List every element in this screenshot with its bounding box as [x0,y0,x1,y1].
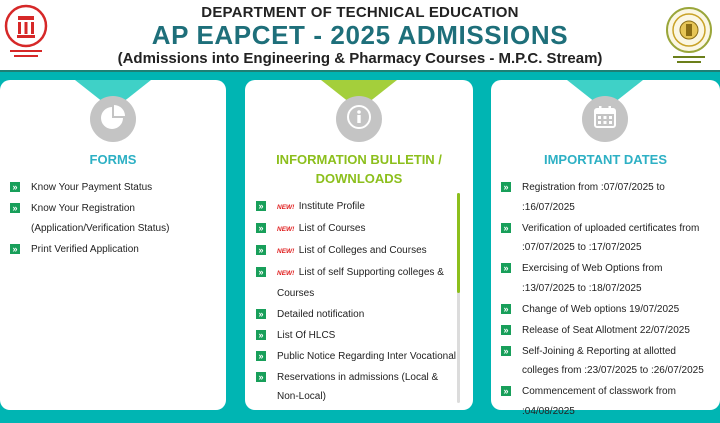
bulletin-list [256,197,459,408]
pie-chart-icon [100,104,126,135]
dates-title: IMPORTANT DATES [543,152,667,167]
bulletin-item-hlcs[interactable] [256,326,459,346]
chevron-right-icon: » [10,244,20,254]
chevron-right-icon: » [256,372,266,382]
bulletin-item-label[interactable]: Public Notice Regarding Inter Vocational [277,350,456,362]
bulletin-item-label[interactable]: List of Colleges and Courses [298,245,427,256]
forms-item-registration-status[interactable] [10,199,212,238]
ap-state-emblem [664,2,714,66]
new-badge: NEW! [277,226,295,233]
chevron-right-icon: » [256,245,266,255]
forms-item-label[interactable]: Know Your Registration (Application/Verification Status) [31,203,170,234]
forms-list [10,178,212,261]
chevron-right-icon: » [501,263,511,273]
bulletin-scrollbar[interactable] [457,193,460,403]
bulletin-scrollbar-thumb[interactable] [457,193,460,293]
bulletin-item-colleges-courses[interactable] [256,241,459,262]
chevron-right-icon: » [256,330,266,340]
bulletin-title: INFORMATION BULLETIN / DOWNLOADS [276,152,442,186]
bulletin-item-label[interactable]: Reservations in admissions (Local & Non-Local) [277,371,439,402]
chevron-right-icon: » [501,304,511,314]
dates-item-self-joining [501,342,706,381]
chevron-right-icon: » [501,346,511,356]
bulletin-item-label[interactable]: List Of HLCS [277,329,336,341]
bulletin-card [245,80,473,410]
chevron-right-icon: » [501,386,511,396]
forms-icon-circle [90,96,136,142]
bulletin-item-label[interactable]: List of self Supporting colleges & Courses [277,267,444,299]
new-badge: NEW! [277,248,295,255]
dates-card [491,80,720,417]
dates-item-web-options [501,259,706,298]
dates-item-label: Release of Seat Allotment 22/07/2025 [522,324,690,336]
bulletin-item-public-notice[interactable] [256,347,459,367]
bulletin-item-label[interactable]: Detailed notification [277,308,365,320]
dates-item-change-options [501,300,706,320]
chevron-right-icon: » [256,201,266,211]
dates-item-classwork [501,382,706,421]
forms-item-label[interactable]: Print Verified Application [31,243,139,255]
info-icon [347,105,371,134]
new-badge: NEW! [277,270,295,277]
chevron-right-icon: » [10,182,20,192]
calendar-icon [593,105,617,134]
page-header [0,0,720,72]
chevron-right-icon: » [256,267,266,277]
bulletin-item-reservations[interactable] [256,368,459,407]
dates-item-label: Change of Web options 19/07/2025 [522,303,680,315]
forms-item-print-application[interactable] [10,240,212,260]
dates-item-verification [501,219,706,258]
chevron-right-icon: » [256,309,266,319]
dates-item-registration [501,178,706,217]
bulletin-item-self-supporting[interactable] [256,263,459,303]
page-subtitle: (Admissions into Engineering & Pharmacy Courses - M.P.C. Stream) [117,50,603,67]
dates-item-label: Registration from :07/07/2025 to :16/07/2025 [522,182,665,213]
forms-item-payment-status[interactable] [10,178,212,198]
forms-title: FORMS [89,152,137,167]
bulletin-item-institute-profile[interactable] [256,197,459,218]
department-name: DEPARTMENT OF TECHNICAL EDUCATION [201,4,519,21]
bulletin-icon-circle [336,96,382,142]
bulletin-item-label[interactable]: List of Courses [298,223,366,234]
dates-item-label: Exercising of Web Options from :13/07/2025 to :18/07/2025 [522,263,663,294]
forms-item-label[interactable]: Know Your Payment Status [31,182,153,193]
page-title: AP EAPCET - 2025 ADMISSIONS [151,20,569,50]
chevron-right-icon: » [501,182,511,192]
chevron-right-icon: » [501,325,511,335]
chevron-right-icon: » [501,223,511,233]
dates-item-label: Commencement of classwork from :04/08/2025 [522,386,676,417]
bulletin-item-label[interactable]: Institute Profile [298,201,365,212]
dates-item-seat-allotment [501,321,706,341]
chevron-right-icon: » [256,223,266,233]
bulletin-item-list-of-courses[interactable] [256,219,459,240]
chevron-right-icon: » [256,351,266,361]
dates-list [501,178,706,423]
dates-icon-circle [582,96,628,142]
new-badge: NEW! [277,204,295,211]
forms-card [0,80,226,410]
dates-item-label: Verification of uploaded certificates from :07/07/2025 to :17/07/2025 [522,222,700,253]
chevron-right-icon: » [10,203,20,213]
dates-item-label: Self-Joining & Reporting at allotted colleges from :23/07/2025 to :26/07/2025 [522,345,704,376]
bulletin-item-detailed-notification[interactable] [256,305,459,325]
